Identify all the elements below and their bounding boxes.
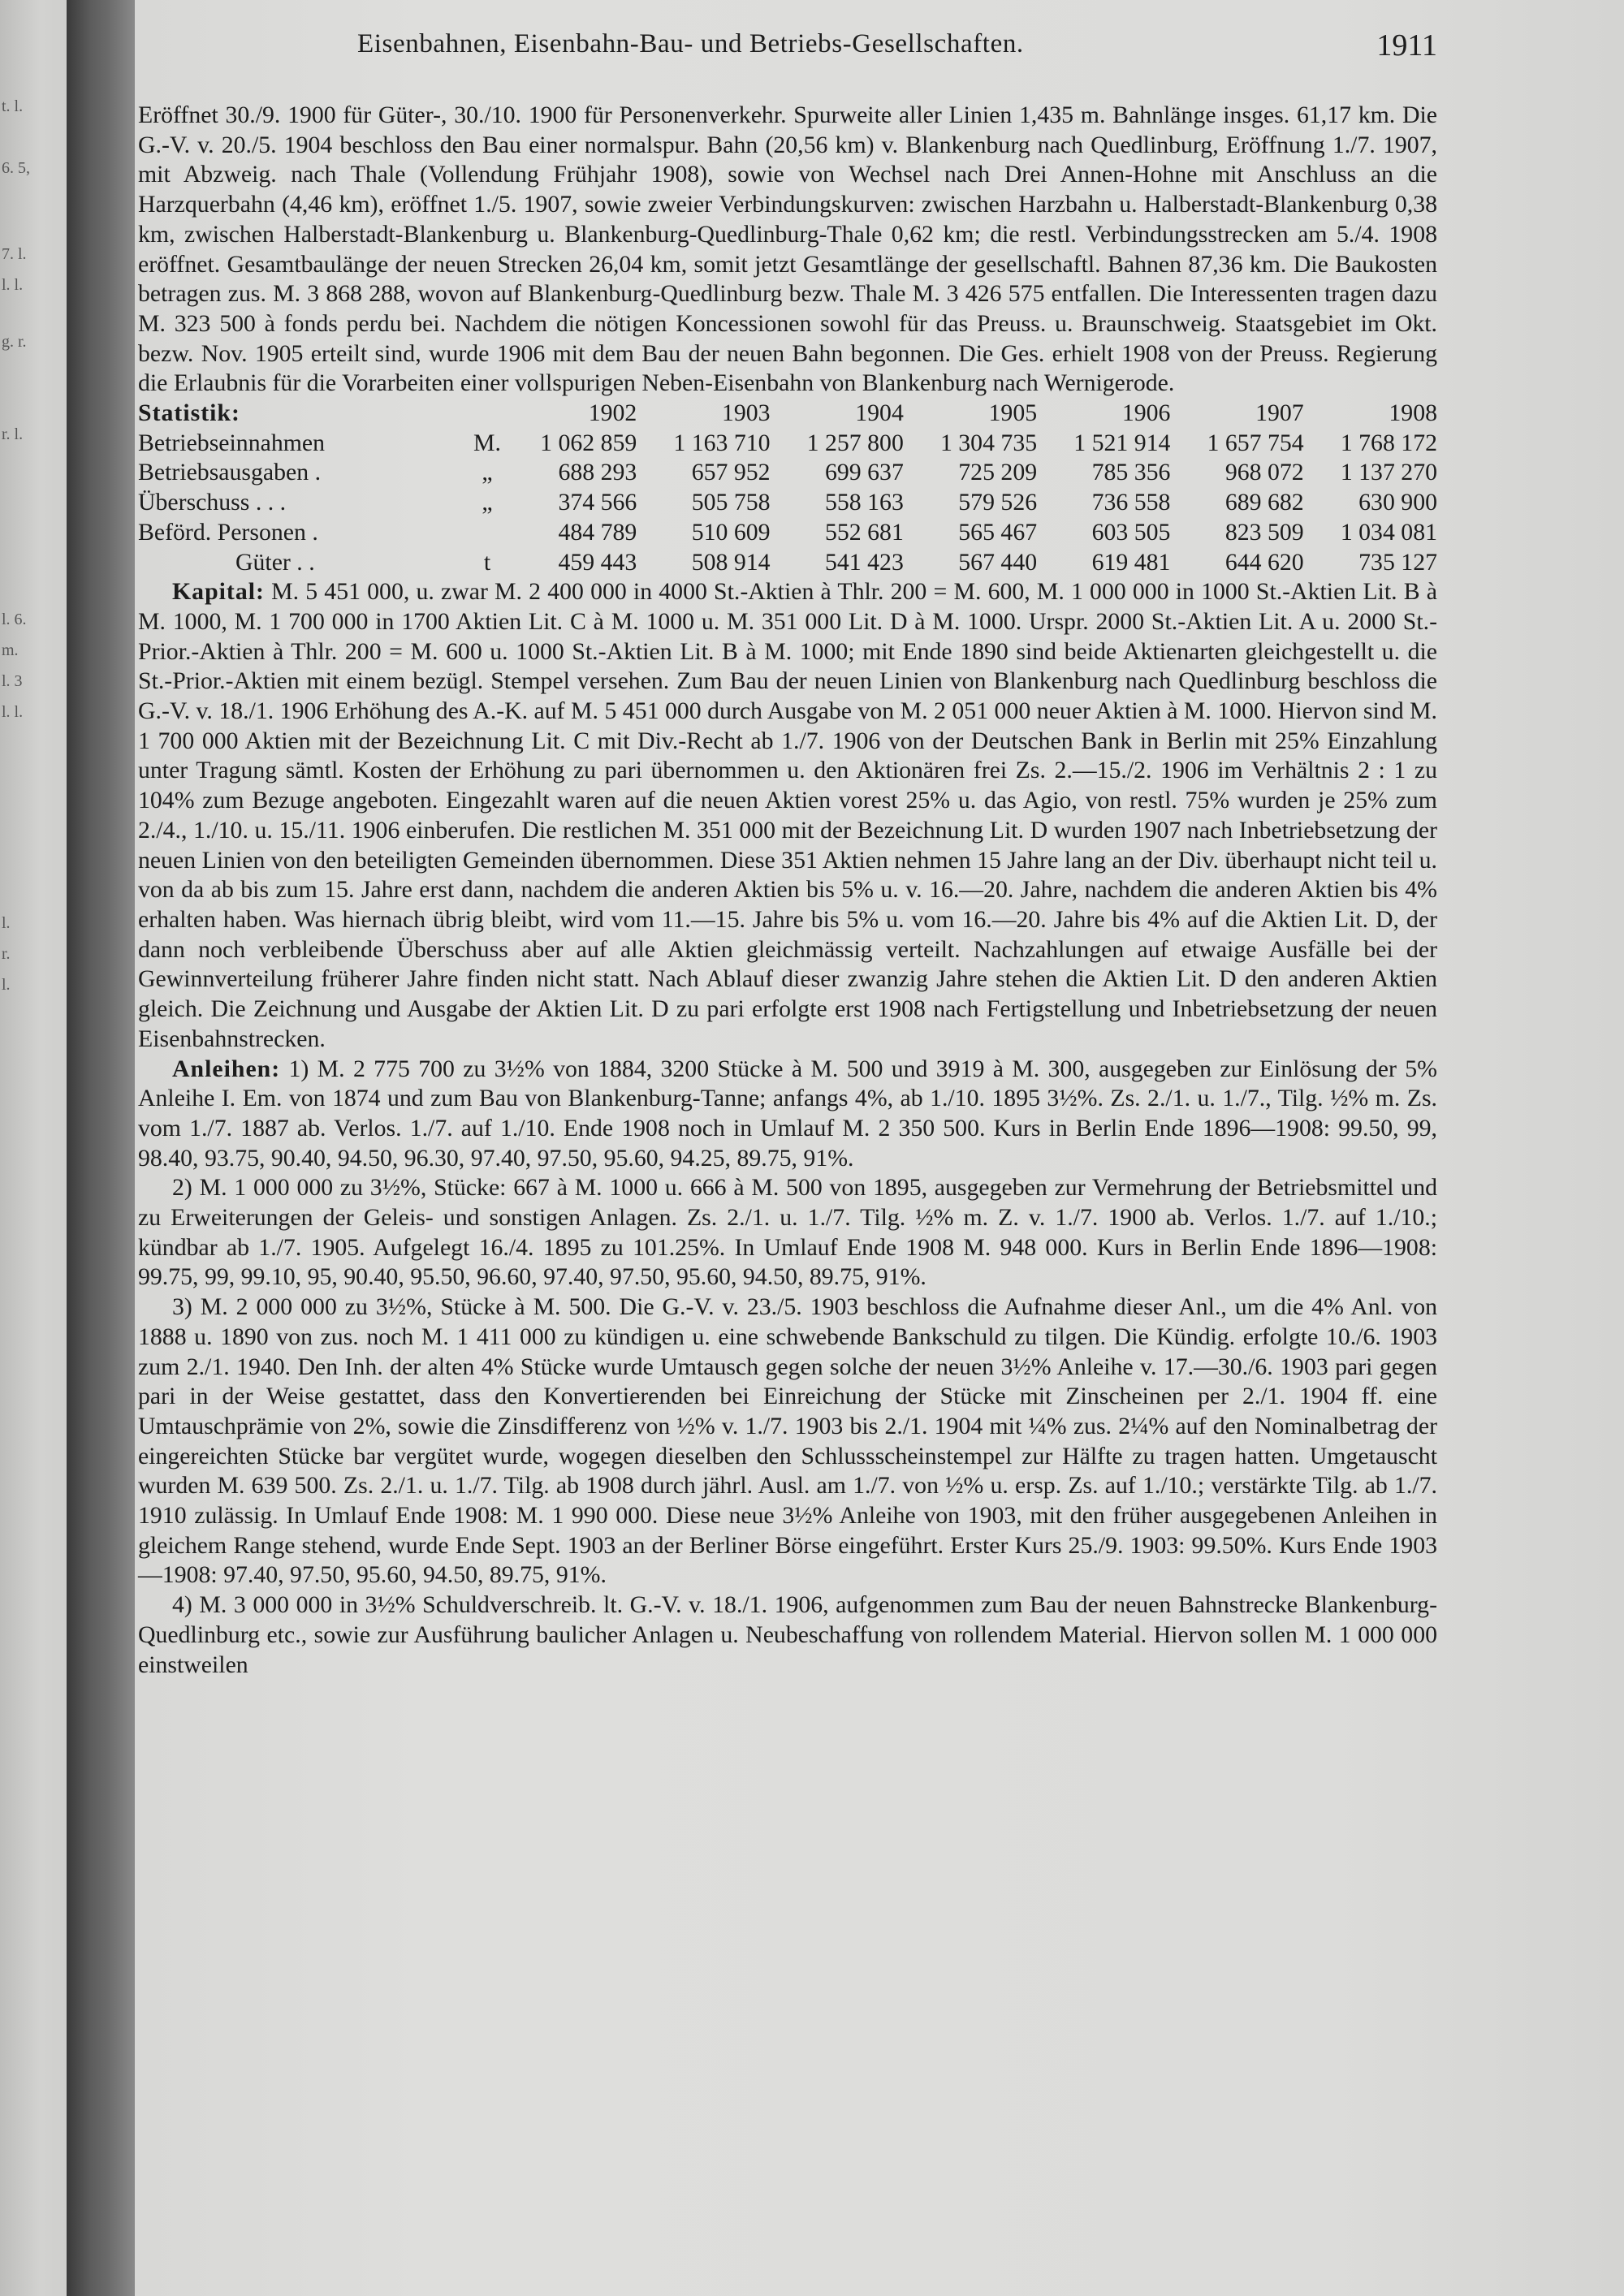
statistik-title: Statistik: — [138, 399, 240, 427]
table-cell: 579 526 — [958, 489, 1038, 516]
table-cell: 619 481 — [1091, 548, 1171, 576]
margin-fragment: l. l. — [2, 703, 24, 721]
row-label: Betriebsausgaben . — [138, 459, 322, 486]
table-cell: 699 637 — [825, 459, 904, 486]
year-header: 1908 — [1389, 399, 1437, 427]
row-label: Überschuss . . . — [138, 489, 287, 516]
table-cell: 1 137 270 — [1340, 459, 1437, 486]
table-cell: 552 681 — [825, 518, 904, 546]
margin-fragment: r. l. — [2, 425, 24, 443]
table-cell: 1 657 754 — [1207, 429, 1304, 456]
margin-fragment: r. — [2, 945, 11, 963]
margin-fragment: l. — [2, 914, 11, 932]
margin-fragment: l. — [2, 976, 11, 994]
table-cell: 823 509 — [1224, 518, 1304, 546]
table-cell: 688 293 — [558, 459, 637, 486]
kapital-heading: Kapital: — [172, 578, 265, 606]
table-cell: 735 127 — [1358, 548, 1437, 576]
table-cell: 505 758 — [691, 489, 771, 516]
margin-fragment: l. 3 — [2, 672, 23, 690]
book-binding-shadow — [67, 0, 135, 2296]
table-cell: 1 768 172 — [1340, 429, 1437, 456]
year-header: 1905 — [988, 399, 1038, 427]
margin-fragment: l. l. — [2, 276, 24, 294]
row-unit — [471, 518, 503, 548]
year-header: 1906 — [1121, 399, 1171, 427]
row-label: Betriebseinnahmen — [138, 429, 326, 456]
table-cell: 736 558 — [1091, 489, 1171, 516]
statistik-header-row — [138, 399, 1437, 429]
margin-fragment: t. l. — [2, 97, 24, 115]
margin-fragment: g. r. — [2, 333, 27, 351]
table-cell: 1 257 800 — [806, 429, 904, 456]
previous-page-edge — [0, 0, 67, 2296]
table-row — [138, 458, 1437, 488]
table-cell: 725 209 — [958, 459, 1038, 486]
table-cell: 968 072 — [1224, 459, 1304, 486]
kapital-paragraph — [138, 577, 1437, 1054]
table-cell: 565 467 — [958, 518, 1038, 546]
anleihen-paragraph-3: 3) M. 2 000 000 zu 3½%, Stücke à M. 500. Die G.-V. v. 23./5. 1903 beschloss die Aufnahme dieser Anl., um die 4% Anl. von 1888 u. 1890 von zus. noch M. 1 411 000 zu kündigen u. eine schwebende Bankschuld zu tilgen. Die Kündig. erfolgte 10./6. 1903 zum 2./1. 1940. Den Inh. der alten 4% Stücke wurde Umtausch gegen solche der neuen 3½% Anleihe v. 17.—30./6. 1903 pari gegen pari in der Weise gestattet, dass den Konvertierenden bei Einreichung der Stücke mit Zinscheinen per 2./1. 1904 ff. eine Umtauschprämie von 2%, sowie die Zinsdifferenz von ½% v. 1./7. 1903 bis 2./1. 1904 mit ¼% zus. 2¼% auf den Nominalbetrag der eingereichten Stücke bar vergütet wurde, wogegen dieselben den Schlussscheinstempel zur Hälfte zu tragen hatten. Umgetauscht wurden M. 639 500. Zs. 2./1. u. 1./7. Tilg. ab 1908 durch jährl. Ausl. am 1./7. von ½% u. ersp. Zs. auf 1./10.; verstärkte Tilg. ab 1./7. 1910 zulässig. In Umlauf Ende 1908: M. 1 990 000. Diese neue 3½% Anleihe von 1903, mit den früher ausgegebenen Anleihen in gleichem Range stehend, wurde Ende Sept. 1903 an der Berliner Börse eingeführt. Erster Kurs 25./9. 1903: 99.50%. Kurs Ende 1903—1908: 97.40, 97.50, 95.60, 94.50, 89.75, 91%. — [138, 1293, 1437, 1589]
table-cell: 630 900 — [1358, 489, 1437, 516]
statistik-table — [138, 399, 1437, 577]
table-cell: 1 163 710 — [673, 429, 771, 456]
table-cell: 785 356 — [1091, 459, 1171, 486]
table-row — [138, 518, 1437, 548]
table-cell: 603 505 — [1091, 518, 1171, 546]
table-cell: 374 566 — [558, 489, 637, 516]
page-body — [138, 101, 1437, 1680]
year-header: 1904 — [855, 399, 904, 427]
margin-fragment: m. — [2, 641, 19, 659]
row-label: Beförd. Personen . — [138, 518, 318, 546]
page-number: 1911 — [1376, 28, 1437, 63]
margin-fragment: l. 6. — [2, 611, 27, 628]
table-cell: 508 914 — [691, 548, 771, 576]
table-cell: 484 789 — [558, 518, 637, 546]
table-row — [138, 429, 1437, 459]
page-title: Eisenbahnen, Eisenbahn-Bau- und Betriebs-Gesellschaften. — [357, 29, 1024, 58]
anleihen-text-1: 1) M. 2 775 700 zu 3½% von 1884, 3200 Stücke à M. 500 und 3919 à M. 300, ausgegeben zur Einlösung der 5% Anleihe I. Em. von 1874 und zum Bau von Blankenburg-Tanne; anfangs 4%, ab 1./10. 1895 3½%. Zs. 2./1. u. 1./7., Tilg. ½% m. Zs. vom 1./7. 1887 ab. Verlos. 1./7. auf 1./10. Ende 1908 noch in Umlauf M. 2 350 500. Kurs in Berlin Ende 1896—1908: 99.50, 99, 98.40, 93.75, 90.40, 94.50, 96.30, 97.40, 97.50, 95.60, 94.25, 89.75, 91%. — [138, 1055, 1437, 1172]
kapital-text: M. 5 451 000, u. zwar M. 2 400 000 in 4000 St.-Aktien à Thlr. 200 = M. 600, M. 1 000 000 in 1000 St.-Aktien Lit. B à M. 1000, M. 1 700 000 in 1700 Aktien Lit. C à M. 1000 u. M. 351 000 Lit. D à M. 1000. Urspr. 2000 St.-Aktien Lit. A u. 2000 St.-Prior.-Aktien à Thlr. 200 = M. 600 u. 1000 St.-Aktien Lit. B à M. 1000; mit Ende 1890 sind beide Aktienarten gleichgestellt u. die St.-Prior.-Aktien mit einem bezügl. Stempel versehen. Zum Bau der neuen Linien von Blankenburg nach Quedlinburg beschloss die G.-V. v. 18./1. 1906 Erhöhung des A.-K. auf M. 5 451 000 durch Ausgabe von M. 2 051 000 neuer Aktien à M. 1000. Hiervon sind M. 1 700 000 Aktien mit der Bezeichnung Lit. C mit Div.-Recht ab 1./7. 1906 von der Deutschen Bank in Berlin mit 25% Einzahlung unter Tragung sämtl. Kosten der Erhöhung zu pari übernommen u. den Aktionären frei Zs. 2.—15./2. 1906 im Verhältnis 2 : 1 zu 104% zum Bezuge angeboten. Eingezahlt waren auf die neuen Aktien vorest 25% u. das Agio, von restl. 75% wurden je 25% zum 2./4., 1./10. u. 15./11. 1906 einberufen. Die restlichen M. 351 000 mit der Bezeichnung Lit. D wurden 1907 nach Inbetriebsetzung der neuen Linien von den beteiligten Gemeinden übernommen. Diese 351 Aktien nehmen 15 Jahre lang an der Div. überhaupt nicht teil u. von da ab bis zum 15. Jahre erst dann, nachdem die anderen Aktien bis 5% u. v. 16.—20. Jahre, nachdem die anderen Aktien bis 4% erhalten haben. Was hiernach übrig bleibt, wird vom 11.—15. Jahre bis 5% u. vom 16.—20. Jahre bis 4% auf die Aktien Lit. D, der dann noch verbleibende Überschuss aber auf alle Aktien gleichmässig verteilt. Nachzahlungen auf etwaige Ausfälle bei der Gewinnverteilung früherer Jahre finden nicht statt. Nach Ablauf dieser zwanzig Jahre stehen die Aktien Lit. D den anderen Aktien gleich. Die Zeichnung und Ausgabe der Aktien Lit. D zu pari erfolgte erst 1908 nach Fertigstellung und Inbetriebsetzung der neuen Eisenbahnstrecken. — [138, 578, 1437, 1052]
table-cell: 1 062 859 — [540, 429, 637, 456]
row-unit: „ — [482, 489, 493, 516]
table-cell: 1 034 081 — [1340, 518, 1437, 546]
anleihen-paragraph-1 — [138, 1055, 1437, 1174]
row-unit: t — [483, 548, 491, 576]
table-row — [138, 488, 1437, 518]
row-unit: M. — [473, 429, 501, 456]
table-cell: 689 682 — [1224, 489, 1304, 516]
margin-fragment: 7. l. — [2, 245, 27, 263]
table-cell: 567 440 — [958, 548, 1038, 576]
table-cell: 541 423 — [825, 548, 904, 576]
anleihen-paragraph-4: 4) M. 3 000 000 in 3½% Schuldverschreib. lt. G.-V. v. 18./1. 1906, aufgenommen zum Bau der neuen Bahnstrecke Blankenburg-Quedlinburg etc., sowie zur Ausführung baulicher Anlagen u. Neubeschaffung von rollendem Material. Hiervon sollen M. 1 000 000 einstweilen — [138, 1591, 1437, 1678]
table-cell: 644 620 — [1224, 548, 1304, 576]
year-header: 1907 — [1255, 399, 1304, 427]
page-header — [219, 29, 1437, 70]
table-cell: 459 443 — [558, 548, 637, 576]
anleihen-paragraph-2: 2) M. 1 000 000 zu 3½%, Stücke: 667 à M. 1000 u. 666 à M. 500 von 1895, ausgegeben zur Vermehrung der Betriebsmittel und zu Erweiterungen der Geleis- und sonstigen Anlagen. Zs. 2./1. u. 1./7. Tilg. ½% m. Z. v. 1./7. 1900 ab. Verlos. 1./7. auf 1./10.; kündbar ab 1./7. 1905. Aufgelegt 16./4. 1895 zu 101.25%. In Umlauf Ende 1908 M. 948 000. Kurs in Berlin Ende 1896—1908: 99.75, 99, 99.10, 95, 90.40, 95.50, 96.60, 97.40, 97.50, 95.60, 94.50, 89.75, 91%. — [138, 1174, 1437, 1291]
table-cell: 1 521 914 — [1073, 429, 1171, 456]
table-cell: 510 609 — [691, 518, 771, 546]
table-row — [138, 548, 1437, 578]
table-cell: 1 304 735 — [939, 429, 1038, 456]
row-unit: „ — [482, 459, 493, 486]
row-label: Güter . . — [235, 548, 315, 576]
margin-fragment: 6. 5, — [2, 159, 30, 177]
year-header: 1902 — [588, 399, 637, 427]
intro-paragraph: Eröffnet 30./9. 1900 für Güter-, 30./10. 1900 für Personenverkehr. Spurweite aller Linien 1,435 m. Bahnlänge insges. 61,17 km. Die G.-V. v. 20./5. 1904 beschloss den Bau einer normalspur. Bahn (20,56 km) v. Blankenburg nach Quedlinburg, Eröffnung 1./7. 1907, mit Abzweig. nach Thale (Vollendung Frühjahr 1908), sowie von Wechsel nach Drei Annen-Hohne mit Anschluss an die Harzquerbahn (4,46 km), eröffnet 1./5. 1907, sowie zweier Verbindungskurven: zwischen Harzbahn u. Halberstadt-Blankenburg 0,38 km, zwischen Halberstadt-Blankenburg u. Blankenburg-Quedlinburg-Thale 0,62 km; die restl. Verbindungsstrecken am 5./4. 1908 eröffnet. Gesamtbaulänge der neuen Strecken 26,04 km, somit jetzt Gesamtlänge der gesellschaftl. Bahnen 87,36 km. Die Baukosten betragen zus. M. 3 868 288, wovon auf Blankenburg-Quedlinburg bezw. Thale M. 3 426 575 entfallen. Die Interessenten tragen dazu M. 323 500 à fonds perdu bei. Nachdem die nötigen Koncessionen sowohl für das Preuss. u. Braunschweig. Staatsgebiet im Okt. bezw. Nov. 1905 erteilt sind, wurde 1906 mit dem Bau der neuen Bahn begonnen. Die Ges. erhielt 1908 von der Preuss. Regierung die Erlaubnis für die Vorarbeiten einer vollspurigen Neben-Eisenbahn von Blankenburg nach Wernigerode. — [138, 101, 1437, 397]
table-cell: 657 952 — [691, 459, 771, 486]
year-header: 1903 — [721, 399, 771, 427]
anleihen-heading: Anleihen: — [172, 1055, 281, 1082]
table-cell: 558 163 — [825, 489, 904, 516]
